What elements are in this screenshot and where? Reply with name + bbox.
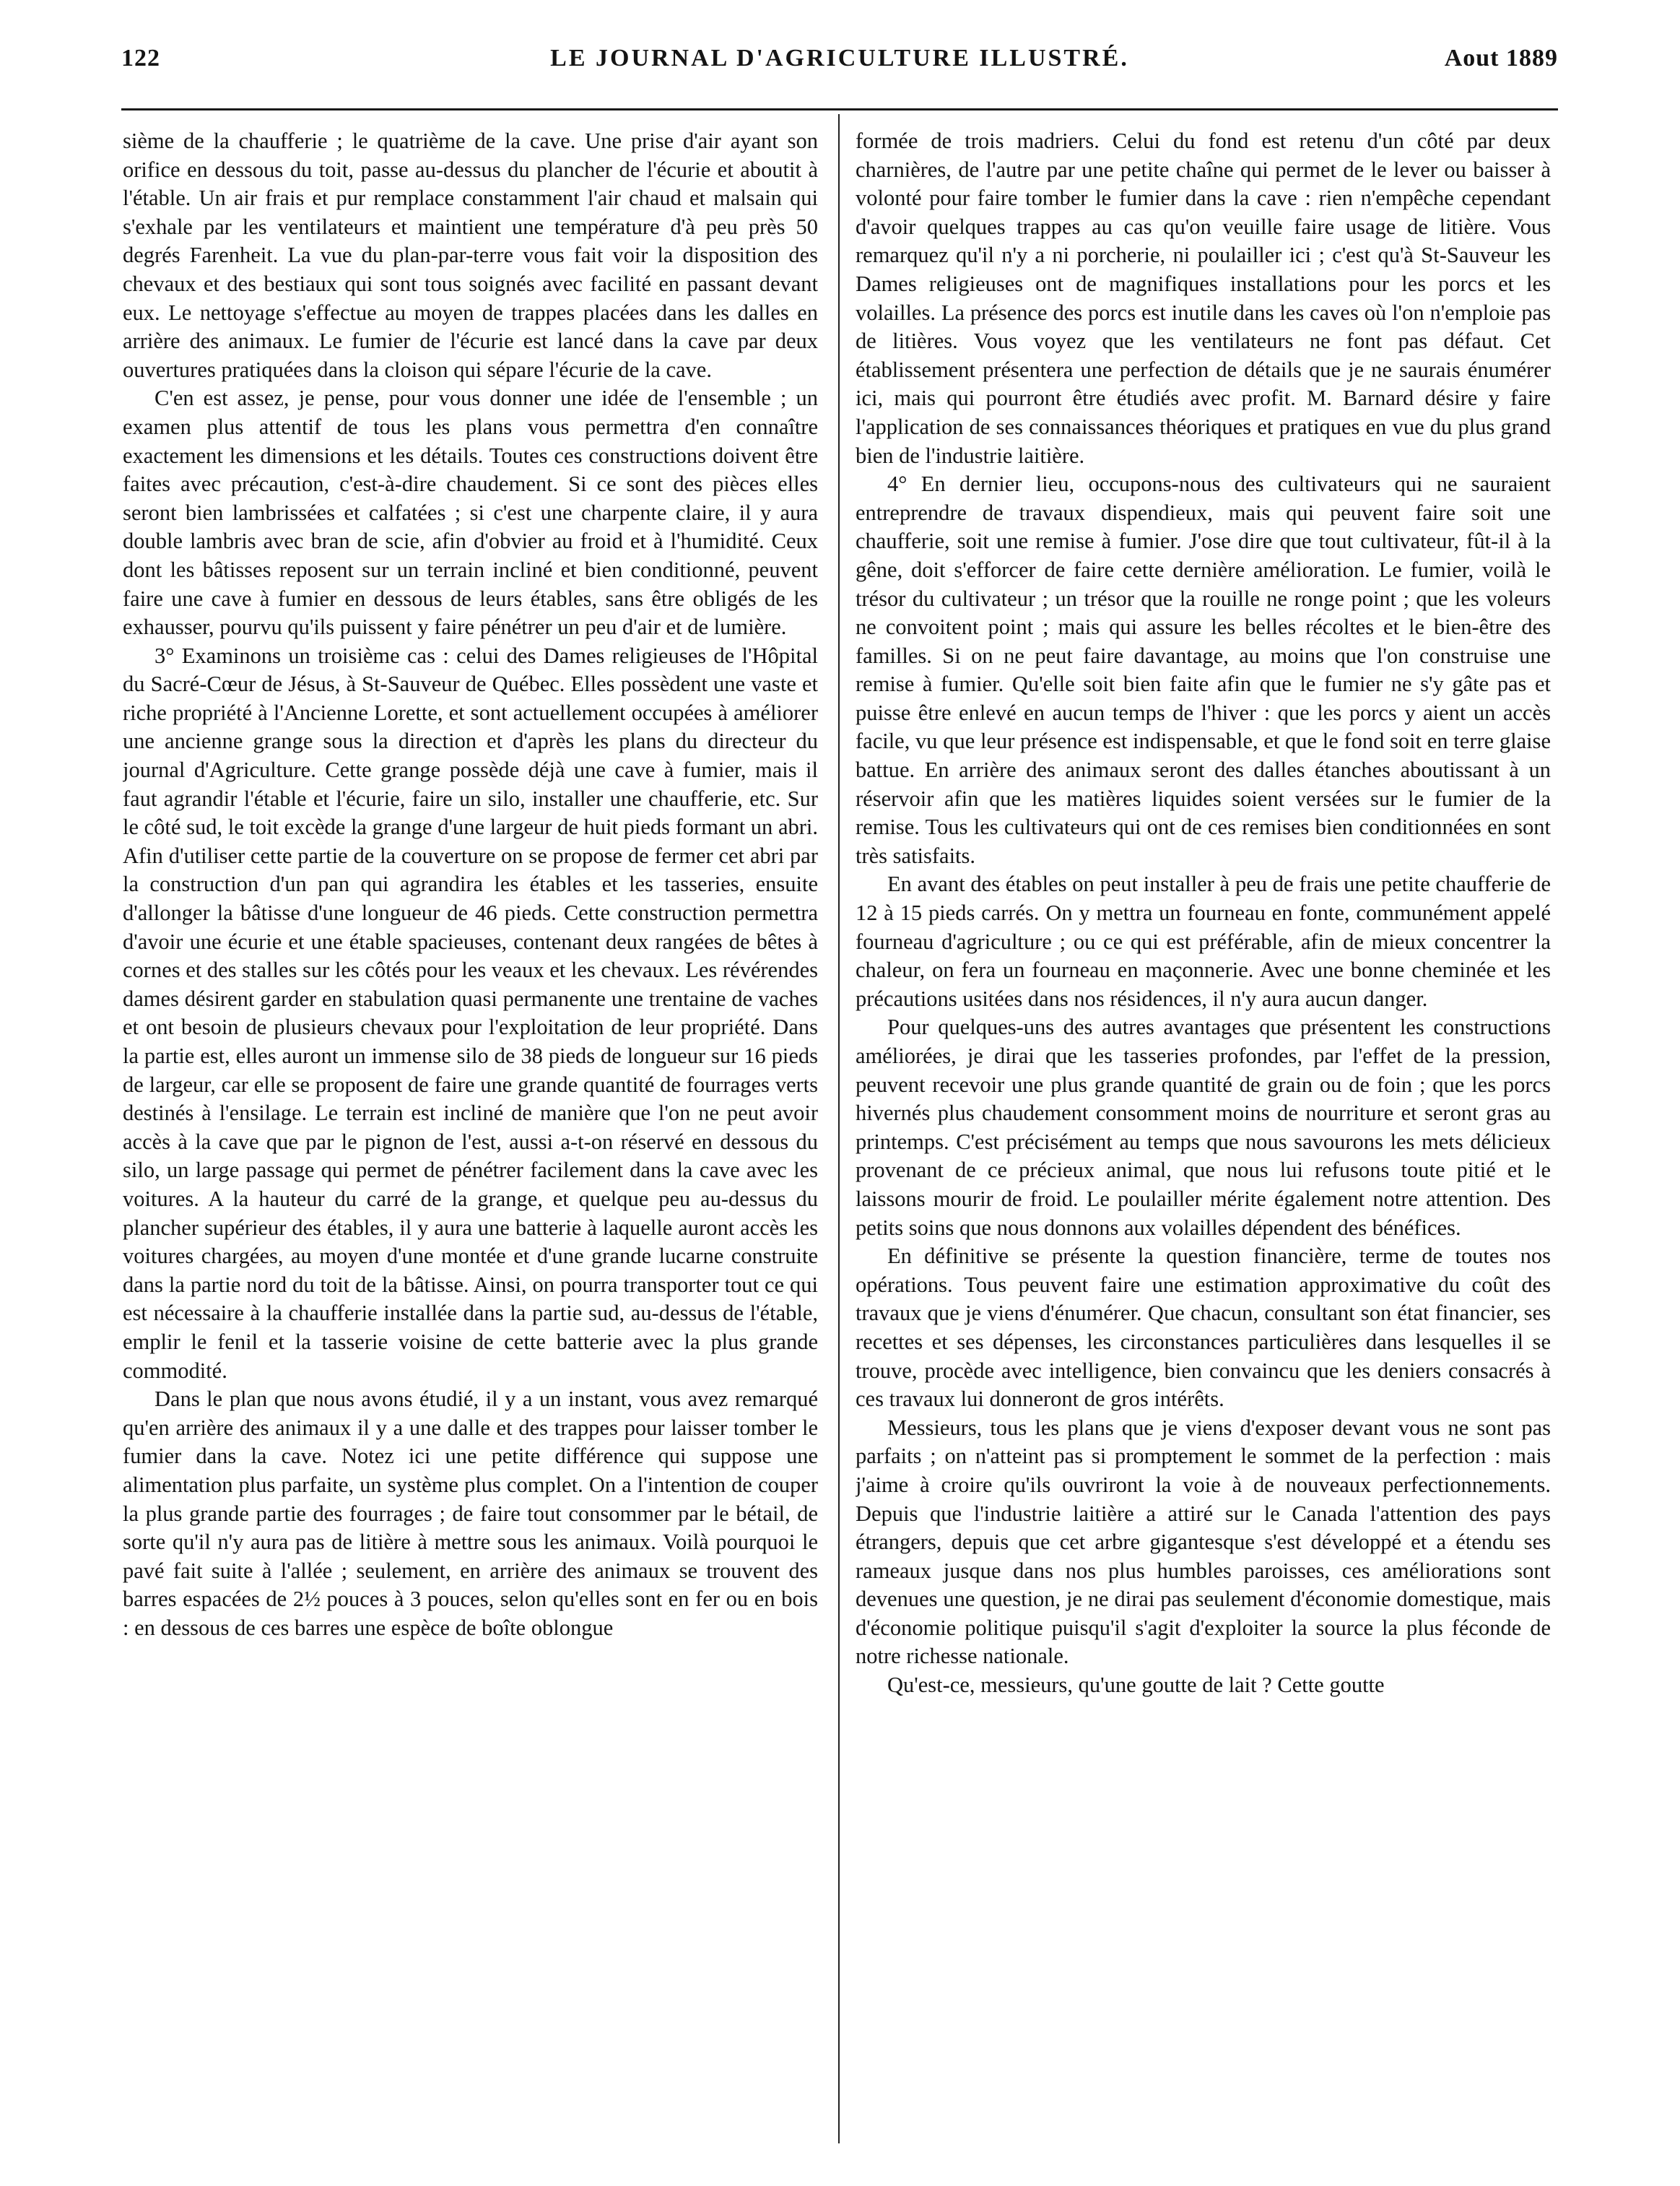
column-divider <box>838 114 840 2143</box>
paragraph: sième de la chaufferie ; le quatrième de la cave. Une prise d'air ayant son orifice en dessous du toit, passe au-dessus du plancher de l'écurie et aboutit à l'étable. Un air frais et pur remplace constamment l'air chaud et malsain qui s'exhale par les ventilateurs et maintient une température d'à peu près 50 degrés Farenheit. La vue du plan-par-terre vous fait voir la disposition des chevaux et des bestiaux qui sont tous soignés avec facilité en passant devant eux. Le nettoyage s'effectue au moyen de trappes placées dans les dalles en arrière des animaux. Le fumier de l'écurie est lancé dans la cave par deux ouvertures pratiquées dans la cloison qui sépare l'écurie de la cave. <box>123 129 818 382</box>
paragraph: Messieurs, tous les plans que je viens d'exposer devant vous ne sont pas parfaits ; on n'atteint pas si promptement le sommet de la perfection : mais j'aime à croire qu'ils ouvriront la voie à de nouveaux perfectionnements. Depuis que l'industrie laitière a attiré sur le Canada l'attention des pays étrangers, depuis que cet arbre gigantesque s'est développé et a étendu ses rameaux jusque dans nos plus humbles paroisses, ces améliorations sont devenues une question, je ne dirai pas seulement d'économie domestique, mais d'économie politique puisqu'il s'agit d'exploiter la source la plus féconde de notre richesse nationale. <box>856 1415 1551 1669</box>
journal-title: LE JOURNAL D'AGRICULTURE ILLUSTRÉ. <box>550 45 1129 71</box>
paragraph: 4° En dernier lieu, occupons-nous des cultivateurs qui ne sauraient entreprendre de travaux dispendieux, mais qui peuvent faire soit une chaufferie, soit une remise à fumier. J'ose dire que tout cultivateur, fût-il à la gêne, doit s'efforcer de faire cette dernière amélioration. Le fumier, voilà le trésor du cultivateur ; un trésor que la rouille ne ronge point ; que les voleurs ne convoitent point ; mais qui assure les belles récoltes et le bien-être des familles. Si on ne peut faire davantage, au moins que l'on construise une remise à fumier. Qu'elle soit bien faite afin que le fumier ne s'y gâte pas et puisse être enlevé en aucun temps de l'hiver : que les porcs y aient un accès facile, vu que leur présence est indispensable, et que le fond soit en terre glaise battue. En arrière des animaux seront des dalles étanches aboutissant à un réservoir afin que les matières liquides soient versées sur le fumier de la remise. Tous les cultivateurs qui ont de ces remises bien conditionnées en sont très satisfaits. <box>856 472 1551 868</box>
paragraph: 3° Examinons un troisième cas : celui des Dames religieuses de l'Hôpital du Sacré-Cœur de Jésus, à St-Sauveur de Québec. Elles possèdent une vaste et riche propriété à l'Ancienne Lorette, et sont actuellement occupées à améliorer une ancienne grange sous la direction et d'après les plans du directeur du journal d'Agriculture. Cette grange possède déjà une cave à fumier, mais il faut agrandir l'étable et l'écurie, faire un silo, installer une chaufferie, etc. Sur le côté sud, le toit excède la grange d'une largeur de huit pieds formant un abri. Afin d'utiliser cette partie de la couverture on se propose de fermer cet abri par la construction d'un pan qui agrandira les étables et les tasseries, ensuite d'allonger la bâtisse d'une longueur de 46 pieds. Cette construction permettra d'avoir une écurie et une étable spacieuses, contenant deux rangées de bêtes à cornes et des stalles sur les côtés pour les veaux et les chevaux. Les révérendes dames désirent garder en stabulation quasi permanente une trentaine de vaches et ont besoin de plusieurs chevaux pour l'exploitation de leur propriété. Dans la partie est, elles auront un immense silo de 38 pieds de longueur sur 16 pieds de largeur, car elle se proposent de faire une grande quantité de fourrages verts destinés à l'ensilage. Le terrain est incliné de manière que l'on ne peut avoir accès à la cave que par le pignon de l'est, aussi a-t-on réservé en dessous du silo, un large passage qui permet de pénétrer facilement dans la cave avec les voitures. A la hauteur du carré de la grange, et quelque peu au-dessus du plancher supérieur des étables, il y aura une batterie à laquelle auront accès les voitures chargées, au moyen d'une montée et d'une grande lucarne construite dans la partie nord du toit de la bâtisse. Ainsi, on pourra transporter tout ce qui est nécessaire à la chaufferie installée dans la partie sud, au-dessus de l'étable, emplir le fenil et la tasserie voisine de cette batterie avec la plus grande commodité. <box>123 643 818 1383</box>
paragraph: Qu'est-ce, messieurs, qu'une goutte de lait ? Cette goutte <box>887 1673 1385 1698</box>
paragraph: C'en est assez, je pense, pour vous donner une idée de l'ensemble ; un examen plus attentif de tous les plans vous permettra d'en connaître exactement les dimensions et les détails. Toutes ces constructions doivent être faites avec précaution, c'est-à-dire chaudement. Si ce sont des pièces elles seront bien lambrissées et calfatées ; si c'est une charpente claire, il y aura double lambris avec bran de scie, afin d'obvier au froid et à l'humidité. Ceux dont les bâtisses reposent sur un terrain incliné et bien conditionné, peuvent faire une cave à fumier en dessous de leurs étables, sans être obligés de les exhausser, pourvu qu'ils puissent y faire pénétrer un peu d'air et de lumière. <box>123 386 818 640</box>
header-rule <box>121 108 1558 110</box>
issue-date: Aout 1889 <box>1444 45 1558 71</box>
paragraph: En définitive se présente la question financière, terme de toutes nos opérations. Tous peuvent faire une estimation approximative du coût des travaux que je viens d'énumérer. Que chacun, consultant son état financier, ses recettes et ses dépenses, les circonstances particulières dans lesquelles il se trouve, procède avec intelligence, bien convaincu que les deniers consacrés à ces travaux lui donneront de gros intérêts. <box>856 1244 1551 1412</box>
paragraph: En avant des étables on peut installer à peu de frais une petite chaufferie de 12 à 15 pieds carrés. On y mettra un fourneau en fonte, communément appelé fourneau d'agriculture ; ou ce qui est préférable, afin de mieux concentrer la chaleur, on fera un fourneau en maçonnerie. Avec une bonne cheminée et les précautions usitées dans nos résidences, il n'y aura aucun danger. <box>856 872 1551 1011</box>
paragraph: Dans le plan que nous avons étudié, il y a un instant, vous avez remarqué qu'en arrière des animaux il y a une dalle et des trappes pour laisser tomber le fumier dans la cave. Notez ici une petite différence qui suppose une alimentation plus parfaite, un système plus complet. On a l'intention de couper la plus grande partie des fourrages ; de faire tout consommer par le bétail, de sorte qu'il n'y aura pas de litière à mettre sous les animaux. Voilà pourquoi le pavé fait suite à l'allée ; seulement, en arrière des animaux se trouvent des barres espacées de 2½ pouces à 3 pouces, selon qu'elles sont en fer ou en bois : en dessous de ces barres une espèce de boîte oblongue <box>123 1387 818 1640</box>
page-header <box>121 38 1558 85</box>
page-number: 122 <box>121 45 160 71</box>
paragraph: formée de trois madriers. Celui du fond est retenu d'un côté par deux charnières, de l'autre par une petite chaîne qui permet de le lever ou baisser à volonté pour faire tomber le fumier dans la cave : rien n'empêche cependant d'avoir quelques trappes au cas qu'on veuille faire usage de litière. Vous remarquez qu'il n'y a ni porcherie, ni poulailler ici ; c'est qu'à St-Sauveur les Dames religieuses ont de magnifiques installations pour les porcs et les volailles. La présence des porcs est inutile dans les caves où l'on n'emploie pas de litières. Vous voyez que les ventilateurs ne font pas défaut. Cet établissement présentera une perfection de détails que je ne saurais énumérer ici, mais qui pourront être étudiés avec profit. M. Barnard désire y faire l'application de ses connaissances théoriques et pratiques en vue du plus grand bien de l'industrie laitière. <box>856 129 1551 468</box>
right-column <box>856 127 1551 2149</box>
left-column <box>123 127 818 2149</box>
paragraph: Pour quelques-uns des autres avantages que présentent les constructions améliorées, je dirai que les tasseries profondes, par l'effet de la pression, peuvent recevoir une plus grande quantité de grain ou de foin ; que les porcs hivernés plus chaudement consomment moins de nourriture et seront gras au printemps. C'est précisément au temps que nous savourons les mets délicieux provenant de ce précieux animal, que nous lui refusons toute pitié et le laissons mourir de froid. Le poulailler mérite également notre attention. Des petits soins que nous donnons aux volailles dépendent des bénéfices. <box>856 1015 1551 1240</box>
